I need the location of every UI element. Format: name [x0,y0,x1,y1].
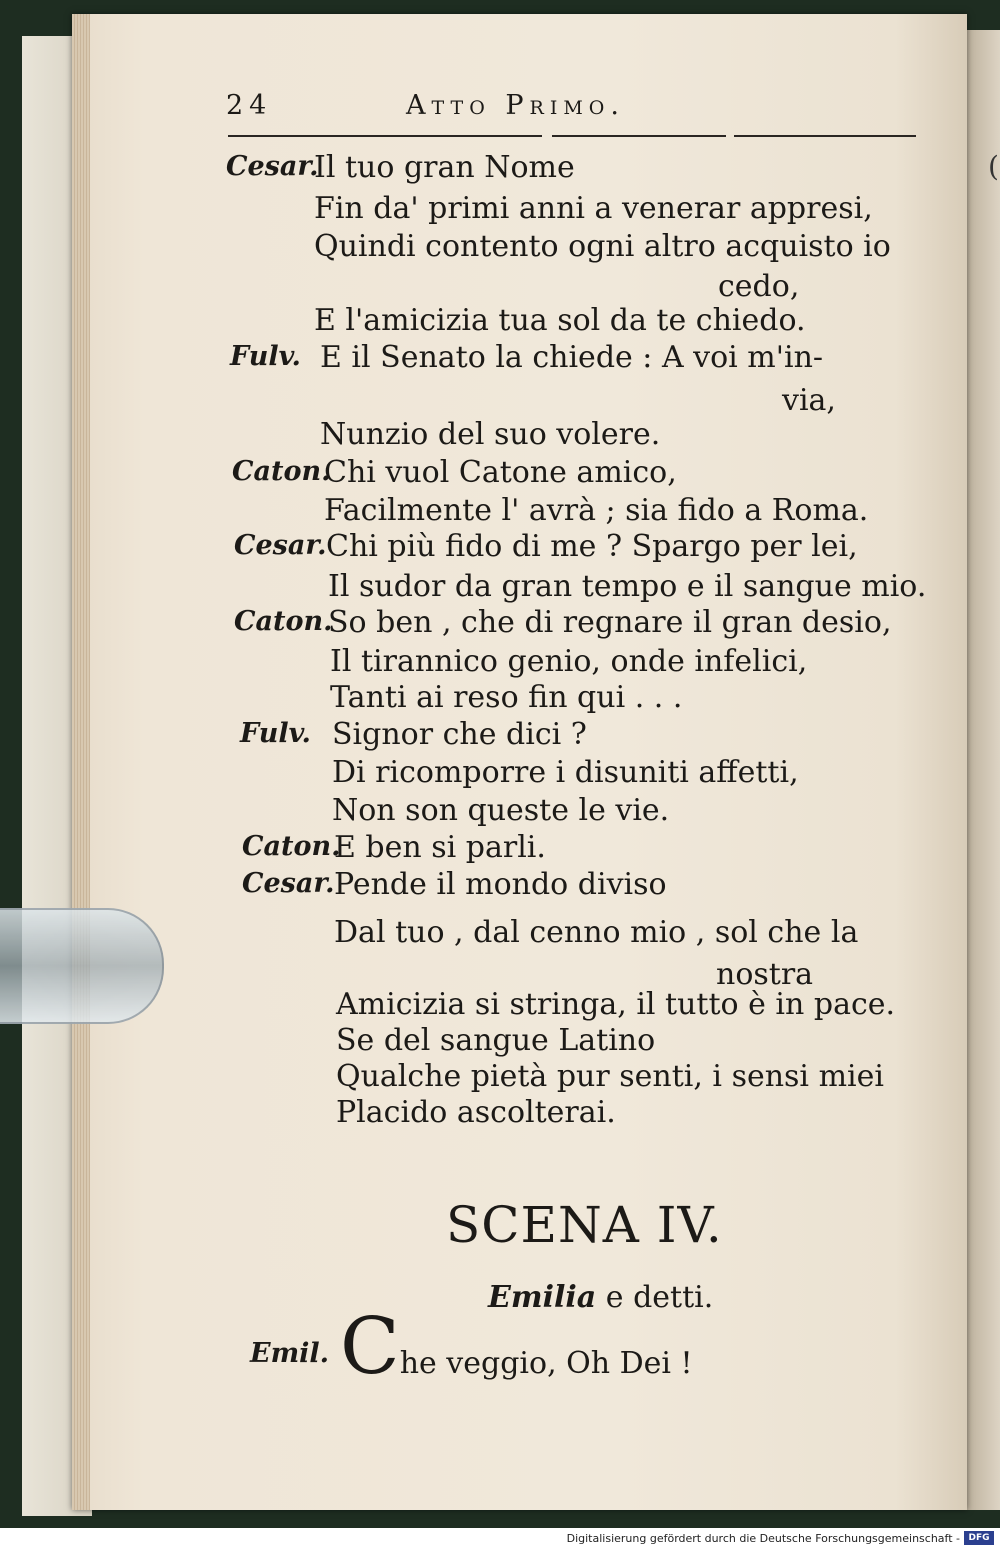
page-clip [0,908,164,1024]
scene-first-line [340,1302,693,1392]
speaker-label: Cesar. [226,151,319,182]
verse-line: Facilmente l' avrà ; sia fido a Roma. [324,493,869,528]
verse-line: Signor che dici ? [332,717,587,752]
page-number: 24 [226,90,273,121]
scene-characters-rest: e detti. [605,1280,714,1315]
verse-line: E il Senato la chiede : A voi m'in- [320,340,824,375]
drop-capital: C [340,1302,400,1392]
scene-character-name: Emilia [488,1280,597,1315]
speaker-label: Fulv. [240,718,311,749]
dfg-logo: DFG [964,1531,994,1545]
footer-bar [0,1528,1000,1549]
header-rule-left [228,135,542,137]
footer-credit: Digitalisierung gefördert durch die Deutsche Forschungsgemeinschaft - [566,1532,960,1545]
verse-line: Il tuo gran Nome [314,150,575,185]
scene-title: SCENA IV. [446,1196,723,1254]
verse-line: Il tirannico genio, onde infelici, [330,644,808,679]
header-rule-middle [552,135,726,137]
verse-line: E l'amicizia tua sol da te chiedo. [314,303,806,338]
verse-line: So ben , che di regnare il gran desio, [328,605,892,640]
verse-line: Se del sangue Latino [336,1023,656,1058]
verse-line: via, [782,383,836,418]
verse-line: Qualche pietà pur senti, i sensi miei [336,1059,884,1094]
verse-line: Pende il mondo diviso [334,867,667,902]
verse-line: Fin da' primi anni a venerar appresi, [314,191,873,226]
verse-line: Dal tuo , dal cenno mio , sol che la [334,915,859,950]
speaker-label: Emil. [250,1338,330,1369]
speaker-label: Caton. [242,831,341,862]
speaker-label: Caton. [232,456,331,487]
verse-line: cedo, [718,269,800,304]
verse-line: Non son queste le vie. [332,793,670,828]
facing-page-glyph: ( [988,150,999,183]
facing-page-edge [962,30,1000,1510]
verse-line: Amicizia si stringa, il tutto è in pace. [336,987,896,1022]
verse-line: Chi vuol Catone amico, [324,455,677,490]
verse-line: E ben si parli. [334,830,546,865]
verse-line: nostra [716,957,814,992]
speaker-label: Caton. [234,606,333,637]
verse-line: Di ricomporre i disuniti affetti, [332,755,799,790]
speaker-label: Fulv. [230,341,301,372]
verse-line: Tanti ai reso fin qui . . . [330,680,683,715]
verse-line: Nunzio del suo volere. [320,417,661,452]
verse-line: Quindi contento ogni altro acquisto io [314,229,891,264]
speaker-label: Cesar. [234,530,327,561]
scene-characters [488,1280,713,1315]
verse-line: Chi più fido di me ? Spargo per lei, [326,529,858,564]
verse-line: Il sudor da gran tempo e il sangue mio. [328,569,927,604]
running-title: Atto Primo. [406,90,625,121]
page-stack-edge [72,14,90,1510]
verse-line: Placido ascolterai. [336,1095,616,1130]
speaker-label: Cesar. [242,868,335,899]
header-rule-right [734,135,916,137]
scene-first-line-text: he veggio, Oh Dei ! [399,1346,693,1381]
